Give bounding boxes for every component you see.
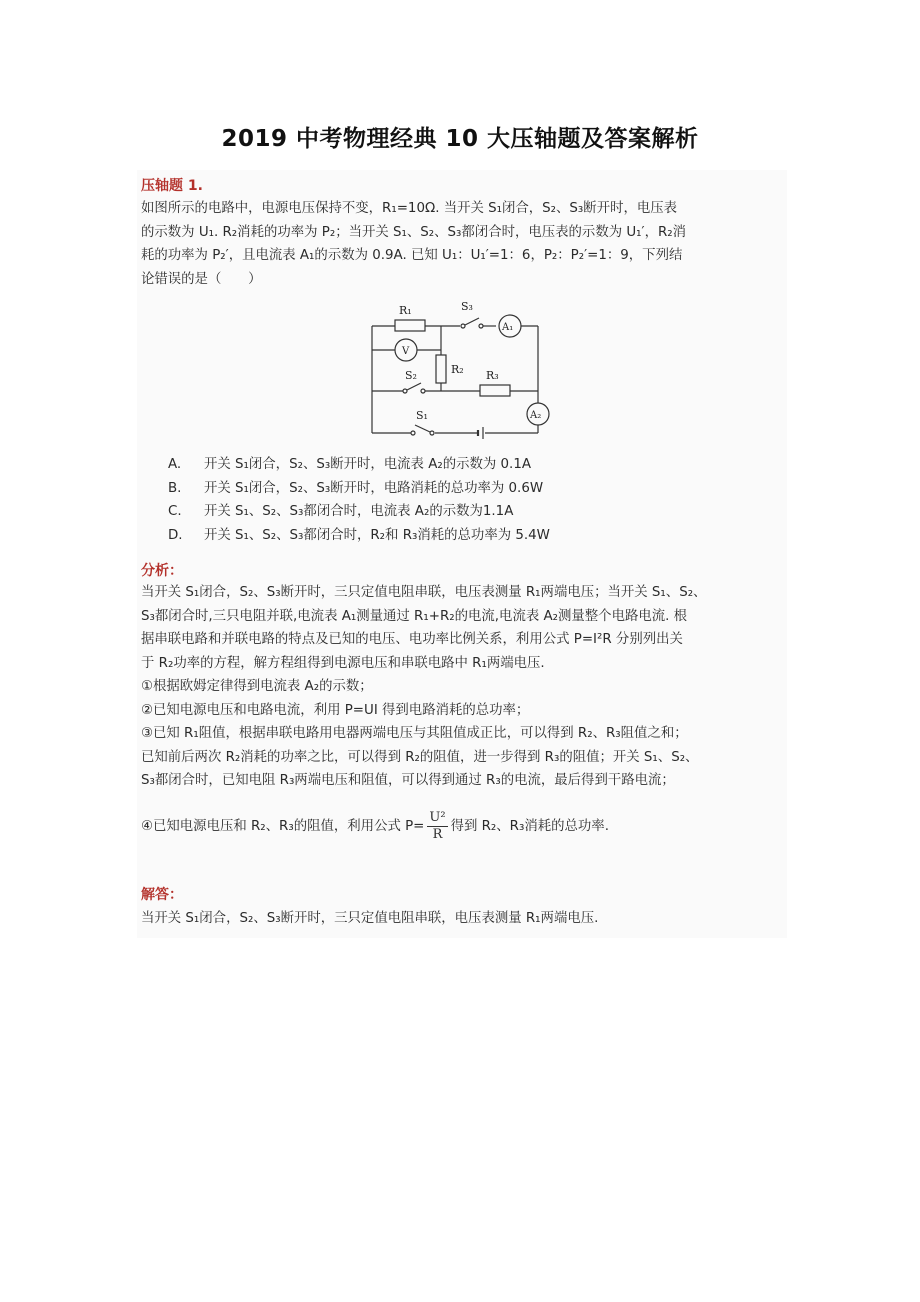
formula-denominator: R — [432, 826, 443, 842]
step4-prefix: ④已知电源电压和 R₂、R₃的阻值，利用公式 P= — [141, 819, 425, 834]
question-heading: 压轴题 1. — [141, 178, 203, 194]
option-d — [168, 524, 550, 548]
label-r3: R₃ — [486, 369, 499, 382]
formula-numerator: U² — [429, 809, 446, 825]
question-line: 论错误的是（ ） — [141, 271, 262, 287]
label-s2: S₂ — [405, 369, 417, 382]
analysis-heading: 分析： — [141, 563, 183, 579]
answer-text — [141, 907, 786, 931]
label-s1: S₁ — [416, 409, 428, 422]
power-formula — [427, 810, 447, 843]
option-b — [168, 477, 550, 501]
question-line: 耗的功率为 P₂′，且电流表 A₁的示数为 0.9A. 已知 U₁：U₁′=1：6，P₂：P₂′=1：9，下列结 — [141, 248, 683, 263]
option-letter: C. — [168, 504, 182, 519]
option-text: 开关 S₁、S₂、S₃都闭合时，电流表 A₂的示数为1.1A — [204, 504, 514, 519]
analysis-line: ②已知电源电压和电路电流，利用 P=UI 得到电路消耗的总功率； — [141, 702, 530, 718]
label-r1: R₁ — [399, 304, 412, 317]
answer-options — [168, 453, 550, 547]
option-text: 开关 S₁、S₂、S₃都闭合时，R₂和 R₃消耗的总功率为 5.4W — [204, 527, 550, 543]
analysis-line: 据串联电路和并联电路的特点及已知的电压、电功率比例关系，利用公式 P=I²R 分别列出关 — [141, 632, 683, 647]
label-v: V — [402, 346, 410, 357]
step4-suffix: 得到 R₂、R₃消耗的总功率. — [450, 819, 609, 834]
analysis-line: 于 R₂功率的方程，解方程组得到电源电压和串联电路中 R₁两端电压. — [141, 655, 545, 671]
analysis-line: S₃都闭合时,三只电阻并联,电流表 A₁测量通过 R₁+R₂的电流,电流表 A₂测量整个电路电流. 根 — [141, 608, 688, 624]
question-line: 如图所示的电路中，电源电压保持不变，R₁=10Ω. 当开关 S₁闭合，S₂、S₃断开时，电压表 — [141, 201, 678, 216]
analysis-line: 已知前后两次 R₂消耗的功率之比，可以得到 R₂的阻值，进一步得到 R₃的阻值；开关 S₁、S₂、 — [141, 749, 699, 765]
question-text — [141, 197, 786, 291]
resistor-r3 — [480, 385, 510, 396]
answer-heading: 解答： — [141, 887, 183, 903]
resistor-r1 — [395, 320, 425, 331]
label-a1: A₁ — [502, 322, 514, 333]
analysis-line: ①根据欧姆定律得到电流表 A₂的示数； — [141, 679, 373, 694]
option-text: 开关 S₁闭合，S₂、S₃断开时，电流表 A₂的示数为 0.1A — [204, 457, 531, 472]
option-letter: D. — [168, 527, 183, 543]
label-r2: R₂ — [451, 363, 464, 376]
page-title: 2019 中考物理经典 10 大压轴题及答案解析 — [221, 126, 699, 152]
option-letter: B. — [168, 480, 182, 496]
analysis-line: ③已知 R₁阻值，根据串联电路用电器两端电压与其阻值成正比，可以得到 R₂、R₃阻值之和； — [141, 726, 688, 741]
option-c — [168, 500, 550, 524]
analysis-step4 — [141, 807, 786, 847]
question-line: 的示数为 U₁. R₂消耗的功率为 P₂；当开关 S₁、S₂、S₃都闭合时，电压表的示数为 U₁′，R₂消 — [141, 224, 687, 240]
label-a2: A₂ — [530, 410, 542, 421]
option-letter: A. — [168, 457, 182, 472]
analysis-text — [141, 581, 786, 793]
analysis-line: S₃都闭合时，已知电阻 R₃两端电压和阻值，可以得到通过 R₃的电流，最后得到干路电流； — [141, 773, 675, 788]
option-text: 开关 S₁闭合，S₂、S₃断开时，电路消耗的总功率为 0.6W — [204, 480, 544, 496]
resistor-r2 — [436, 355, 446, 383]
answer-line: 当开关 S₁闭合，S₂、S₃断开时，三只定值电阻串联，电压表测量 R₁两端电压. — [141, 911, 599, 926]
circuit-diagram — [365, 293, 555, 443]
label-s3: S₃ — [461, 300, 473, 313]
option-a — [168, 453, 550, 477]
analysis-line: 当开关 S₁闭合，S₂、S₃断开时，三只定值电阻串联，电压表测量 R₁两端电压；当开关 S₁、S₂、 — [141, 585, 707, 600]
